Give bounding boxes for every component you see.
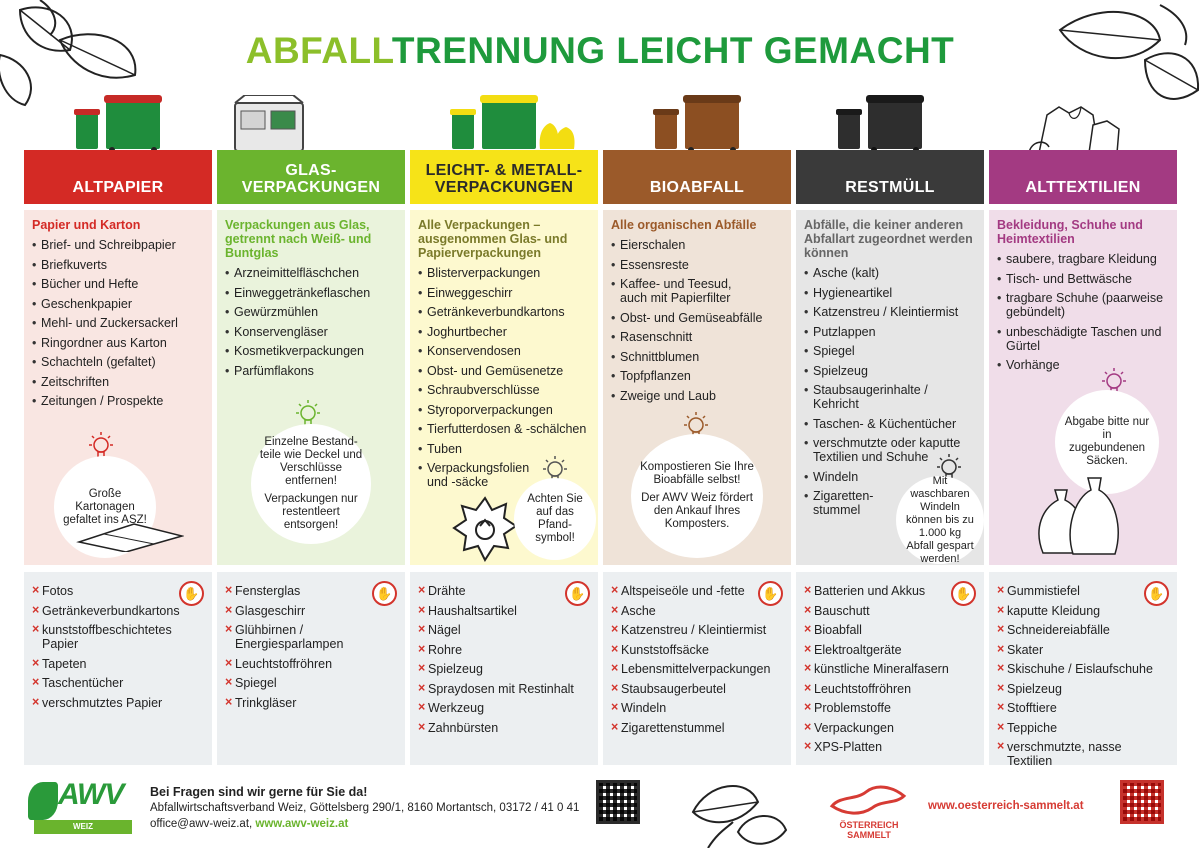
contact-address: Abfallwirtschaftsverband Weiz, Göttelsberg 290/1, 8160 Mortantsch, 03172 / 41 0 41	[150, 802, 580, 814]
list-item: × Bioabfall	[804, 623, 976, 637]
thumbs-down-icon: ✋	[951, 581, 976, 606]
contact-email[interactable]: office@awv-weiz.at,	[150, 818, 256, 830]
list-item: × Leuchtstoffröhren	[225, 657, 397, 671]
list-item: • Rasenschnitt	[611, 330, 783, 344]
tip-bubble	[896, 476, 984, 564]
tip-bubble	[251, 424, 371, 544]
list-item: × Altspeiseöle und -fette	[611, 584, 783, 598]
list-item: • Zeitschriften	[32, 375, 204, 389]
list-item: × Taschentücher	[32, 676, 204, 690]
allowed-list	[611, 238, 783, 403]
allowed-panel-leichtverpackungen	[410, 210, 598, 565]
thumbs-down-icon: ✋	[179, 581, 204, 606]
list-item: × Haushaltsartikel	[418, 604, 590, 618]
allowed-list	[997, 252, 1169, 372]
list-item: • Tierfutterdosen & -schälchen	[418, 422, 590, 436]
list-item: × Skater	[997, 643, 1169, 657]
list-item: • Mehl- und Zuckersackerl	[32, 316, 204, 330]
list-item: • Asche (kalt)	[804, 266, 976, 280]
list-item: × Asche	[611, 604, 783, 618]
list-item: • Vorhänge	[997, 358, 1169, 372]
list-item: × Leuchtstoffröhren	[804, 682, 976, 696]
cardboard-icon	[74, 522, 184, 552]
allowed-panel-alttextilien	[989, 210, 1177, 565]
list-item: × Spielzeug	[418, 662, 590, 676]
header-line-1: LEICHT- & METALL-	[425, 162, 583, 179]
tip-text: Verpackungen nur restentleert entsorgen!	[264, 493, 358, 531]
list-item: • unbeschädigte Taschen und Gürtel	[997, 325, 1169, 353]
column-alttextilien	[989, 150, 1177, 768]
oesterreich-sammelt-logo	[826, 778, 912, 842]
list-item: • Getränkeverbundkartons	[418, 305, 590, 319]
list-item: × Lebensmittelverpackungen	[611, 662, 783, 676]
allowed-title: Alle Verpackungen – ausgenommen Glas- und Papierverpackungen	[418, 218, 568, 260]
leaves-top-left-icon	[0, 0, 150, 110]
thumbs-down-icon: ✋	[758, 581, 783, 606]
list-item: • Taschen- & Küchentücher	[804, 417, 976, 431]
list-item: • Arzneimittelfläschchen	[225, 266, 397, 280]
list-item: • Bücher und Hefte	[32, 277, 204, 291]
list-item: • Essensreste	[611, 258, 783, 272]
tip-bubble	[631, 434, 763, 558]
waste-columns	[24, 150, 1178, 768]
clothes-pile-icon	[989, 95, 1177, 153]
page-title	[0, 30, 1200, 72]
header-leichtverpackungen	[410, 150, 598, 204]
list-item: × Staubsaugerbeutel	[611, 682, 783, 696]
list-item: • Tuben	[418, 442, 590, 456]
allowed-title: Verpackungen aus Glas, getrennt nach Weiß- und Buntglas	[225, 218, 372, 260]
not-allowed-panel-glas	[217, 572, 405, 765]
contact-heading: Bei Fragen sind wir gerne für Sie da!	[150, 785, 368, 799]
list-item: × Rohre	[418, 643, 590, 657]
allowed-panel-restmuell	[796, 210, 984, 565]
not-allowed-list	[418, 584, 590, 735]
list-item: × Zahnbürsten	[418, 721, 590, 735]
list-item: × künstliche Mineralfasern	[804, 662, 976, 676]
list-item: • Ringordner aus Karton	[32, 336, 204, 350]
contact-block	[150, 784, 579, 832]
not-allowed-list	[225, 584, 397, 710]
column-leichtverpackungen	[410, 150, 598, 765]
list-item: × Problemstoffe	[804, 701, 976, 715]
partner-line-2: SAMMELT	[847, 830, 891, 840]
yellow-bins-bags-icon	[410, 95, 598, 153]
list-item: × Glühbirnen / Energiesparlampen	[225, 623, 397, 651]
tip-text: Abgabe bitte nur in zugebundenen Säcken.	[1064, 416, 1150, 467]
list-item: • Spielzeug	[804, 364, 976, 378]
list-item: • Schachteln (gefaltet)	[32, 355, 204, 369]
list-item: • Obst- und Gemüsenetze	[418, 364, 590, 378]
not-allowed-panel-restmuell	[796, 572, 984, 765]
thumbs-down-icon: ✋	[1144, 581, 1169, 606]
tip-bubble	[514, 478, 596, 560]
header-altpapier: ALTPAPIER	[24, 150, 212, 204]
header-line-1: GLAS-	[285, 162, 337, 179]
allowed-title: Alle organischen Abfälle	[611, 218, 757, 232]
list-item: × Getränkeverbundkartons	[32, 604, 204, 618]
allowed-list	[225, 266, 397, 378]
qr-code-icon[interactable]	[1120, 780, 1164, 824]
column-bioabfall	[603, 150, 791, 765]
list-item: × Glasgeschirr	[225, 604, 397, 618]
tip-text: Achten Sie auf das Pfand-symbol!	[527, 493, 583, 544]
not-allowed-panel-altpapier	[24, 572, 212, 765]
list-item: • Joghurtbecher	[418, 325, 590, 339]
list-item: • Geschenkpapier	[32, 297, 204, 311]
list-item: × Elektroaltgeräte	[804, 643, 976, 657]
not-allowed-panel-leichtverpackungen	[410, 572, 598, 765]
list-item: × Drähte	[418, 584, 590, 598]
header-glas	[217, 150, 405, 204]
list-item: • Hygieneartikel	[804, 286, 976, 300]
tip-text: Der AWV Weiz fördert den Ankauf Ihres Komposters.	[641, 492, 753, 530]
tip-text: Mit waschbaren Windeln können bis zu 1.000 kg Abfall gespart werden!	[906, 474, 974, 565]
list-item: × Katzenstreu / Kleintiermist	[611, 623, 783, 637]
allowed-title: Abfälle, die keiner anderen Abfallart zugeordnet werden können	[804, 218, 973, 260]
list-item: • Zigaretten-stummel	[804, 489, 882, 517]
not-allowed-panel-alttextilien	[989, 572, 1177, 768]
not-allowed-list	[32, 584, 204, 710]
list-item: • Verpackungsfolien und -säcke	[418, 461, 518, 489]
list-item: • verschmutzte oder kaputte Textilien und Schuhe	[804, 436, 976, 464]
list-item: × Fotos	[32, 584, 204, 598]
oesterreich-sammelt-link[interactable]: www.oesterreich-sammelt.at	[928, 800, 1084, 812]
list-item: • Parfümflakons	[225, 364, 397, 378]
list-item: • Tisch- und Bettwäsche	[997, 272, 1169, 286]
list-item: × Zigarettenstummel	[611, 721, 783, 735]
partner-line-1: ÖSTERREICH	[839, 820, 899, 830]
list-item: • Topfpflanzen	[611, 369, 783, 383]
list-item: • Konservendosen	[418, 344, 590, 358]
allowed-panel-glas	[217, 210, 405, 565]
list-item: • Einweggetränkeflaschen	[225, 286, 397, 300]
not-allowed-panel-bioabfall	[603, 572, 791, 765]
not-allowed-list	[804, 584, 976, 754]
list-item: × Stofftiere	[997, 701, 1169, 715]
list-item: • Katzenstreu / Kleintiermist	[804, 305, 976, 319]
list-item: • Putzlappen	[804, 325, 976, 339]
tip-text: Kompostieren Sie Ihre Bioabfälle selbst!	[640, 461, 754, 486]
title-part-2: TRENNUNG LEICHT GEMACHT	[391, 30, 955, 71]
list-item: • Briefkuverts	[32, 258, 204, 272]
list-item: × Verpackungen	[804, 721, 976, 735]
list-item: • Kaffee- und Teesud, auch mit Papierfilter	[611, 277, 741, 305]
list-item: • Obst- und Gemüseabfälle	[611, 311, 783, 325]
footer	[0, 768, 1200, 849]
list-item: × Batterien und Akkus	[804, 584, 976, 598]
awv-logo-text: AWV	[58, 778, 124, 811]
green-bins-red-lid-icon	[24, 95, 212, 153]
not-allowed-list	[611, 584, 783, 735]
list-item: × Bauschutt	[804, 604, 976, 618]
list-item: × kunststoffbeschichtetes Papier	[32, 623, 204, 651]
list-item: × Spiegel	[225, 676, 397, 690]
list-item: • tragbare Schuhe (paarweise gebündelt)	[997, 291, 1169, 319]
list-item: × kaputte Kleidung	[997, 604, 1169, 618]
deposit-symbol-icon	[452, 496, 518, 562]
list-item: • Schnittblumen	[611, 350, 783, 364]
list-item: × Schneidereiabfälle	[997, 623, 1169, 637]
column-restmuell	[796, 150, 984, 765]
list-item: × Nägel	[418, 623, 590, 637]
allowed-list	[32, 238, 204, 408]
list-item: • Schraubverschlüsse	[418, 383, 590, 397]
list-item: × Spraydosen mit Restinhalt	[418, 682, 590, 696]
black-bins-icon	[796, 95, 984, 153]
list-item: • Spiegel	[804, 344, 976, 358]
list-item: • Brief- und Schreibpapier	[32, 238, 204, 252]
garbage-bags-icon	[1033, 458, 1123, 558]
column-altpapier	[24, 150, 212, 765]
list-item: × Tapeten	[32, 657, 204, 671]
list-item: • Eierschalen	[611, 238, 783, 252]
allowed-panel-bioabfall	[603, 210, 791, 565]
list-item: • Einweggeschirr	[418, 286, 590, 300]
header-line-2: VERPACKUNGEN	[241, 179, 381, 196]
list-item: × Gummistiefel	[997, 584, 1169, 598]
list-item: • Blisterverpackungen	[418, 266, 590, 280]
glass-container-icon	[217, 95, 405, 153]
allowed-title: Papier und Karton	[32, 218, 141, 232]
list-item: × verschmutzte, nasse Textilien	[997, 740, 1169, 768]
list-item: • Styroporverpackungen	[418, 403, 590, 417]
allowed-panel-altpapier	[24, 210, 212, 565]
header-bioabfall: BIOABFALL	[603, 150, 791, 204]
list-item: × Kunststoffsäcke	[611, 643, 783, 657]
list-item: • Konservengläser	[225, 325, 397, 339]
list-item: × Trinkgläser	[225, 696, 397, 710]
awv-leaf-icon	[28, 782, 58, 820]
not-allowed-list	[997, 584, 1169, 768]
list-item: × Teppiche	[997, 721, 1169, 735]
thumbs-down-icon: ✋	[565, 581, 590, 606]
leaves-footer-icon	[688, 772, 788, 848]
awv-website-link[interactable]: www.awv-weiz.at	[255, 818, 349, 830]
list-item: × Windeln	[611, 701, 783, 715]
header-line-2: VERPACKUNGEN	[434, 179, 574, 196]
list-item: • Staubsaugerinhalte / Kehricht	[804, 383, 976, 411]
column-glas	[217, 150, 405, 765]
awv-logo-badge: WEIZ	[34, 820, 132, 834]
list-item: × Skischuhe / Eislaufschuhe	[997, 662, 1169, 676]
list-item: × Spielzeug	[997, 682, 1169, 696]
list-item: • Windeln	[804, 470, 976, 484]
qr-code-icon[interactable]	[596, 780, 640, 824]
thumbs-down-icon: ✋	[372, 581, 397, 606]
list-item: × XPS-Platten	[804, 740, 976, 754]
tip-text: Einzelne Bestand-teile wie Deckel und Verschlüsse entfernen!	[259, 436, 363, 487]
list-item: × Fensterglas	[225, 584, 397, 598]
list-item: × Werkzeug	[418, 701, 590, 715]
list-item: • saubere, tragbare Kleidung	[997, 252, 1169, 266]
list-item: • Gewürzmühlen	[225, 305, 397, 319]
tip-text: Große Kartonagen gefaltet ins ASZ!	[63, 487, 147, 526]
list-item: × verschmutztes Papier	[32, 696, 204, 710]
header-alttextilien: ALTTEXTILIEN	[989, 150, 1177, 204]
awv-logo	[26, 776, 132, 834]
header-restmuell: RESTMÜLL	[796, 150, 984, 204]
title-part-1: ABFALL	[245, 30, 392, 71]
allowed-title: Bekleidung, Schuhe und Heimtextilien	[997, 218, 1143, 246]
list-item: • Zweige und Laub	[611, 389, 783, 403]
list-item: • Kosmetikverpackungen	[225, 344, 397, 358]
brown-bins-icon	[603, 95, 791, 153]
list-item: • Zeitungen / Prospekte	[32, 394, 204, 408]
